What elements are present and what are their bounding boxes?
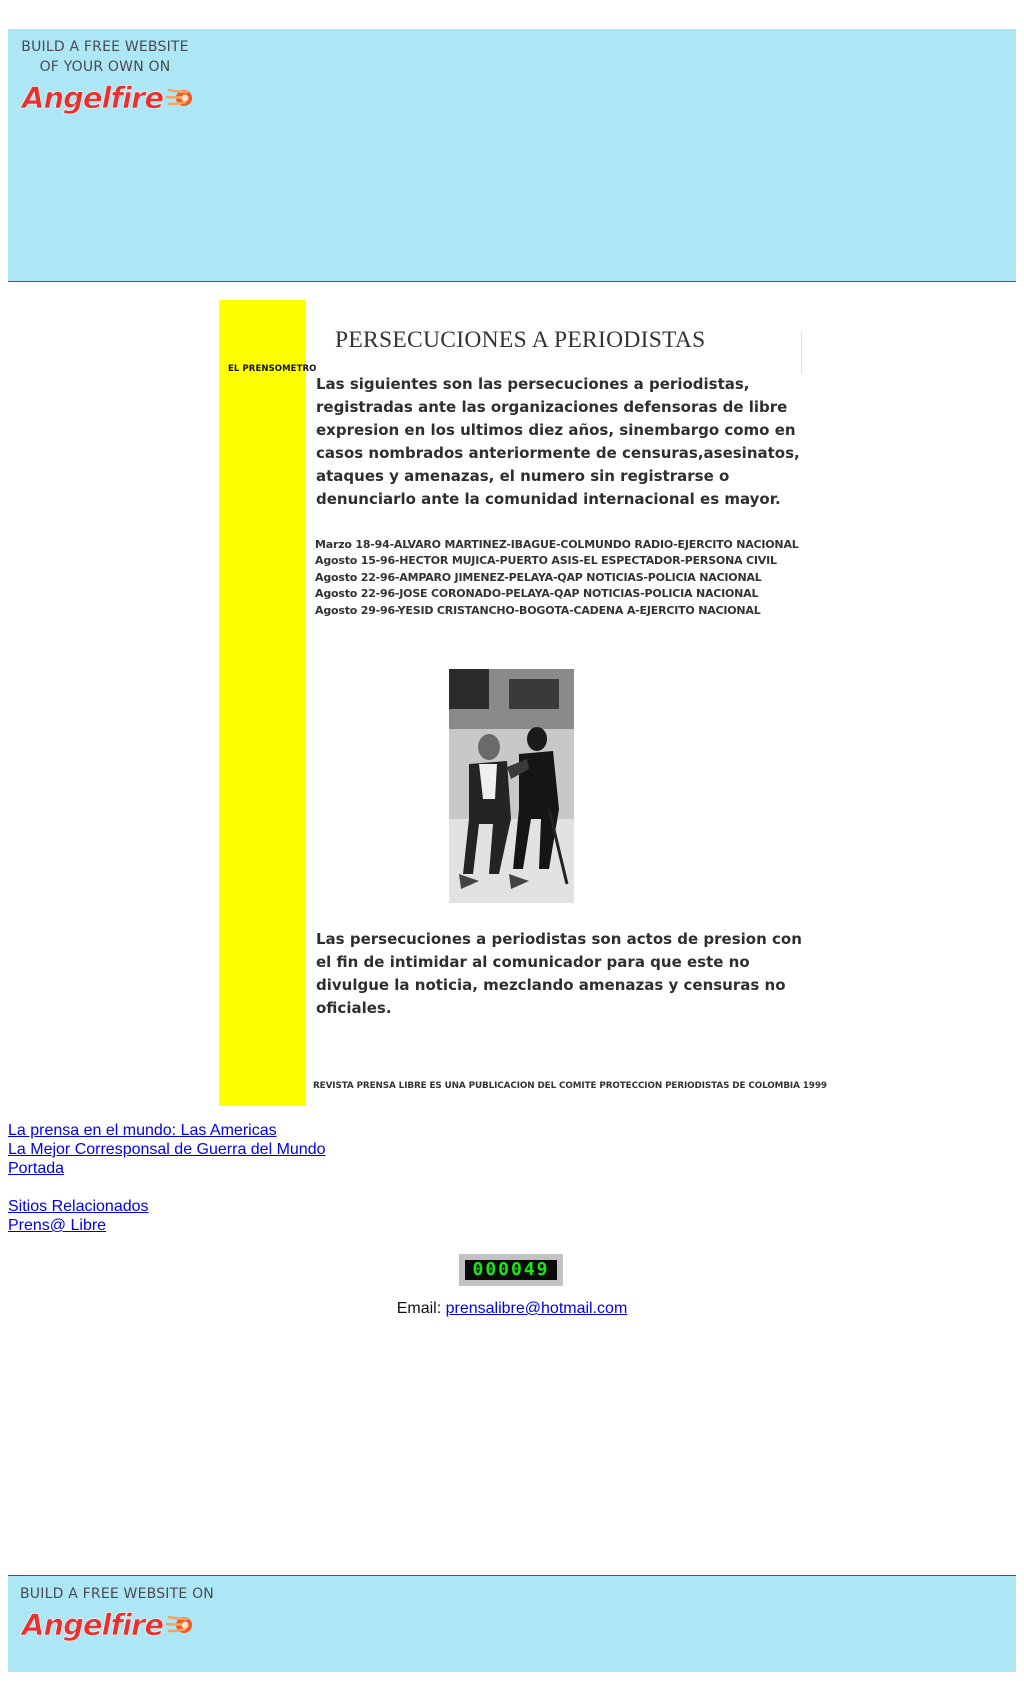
photo-figures	[449, 669, 574, 903]
link-mejor-corresponsal[interactable]: La Mejor Corresponsal de Guerra del Mundo	[8, 1141, 326, 1158]
article-title: PERSECUCIONES A PERIODISTAS	[335, 327, 706, 353]
angelfire-logo-bottom[interactable]	[20, 1605, 200, 1645]
link-portada[interactable]: Portada	[8, 1160, 65, 1177]
record-item: Agosto 15-96-HECTOR MUJICA-PUERTO ASIS-EL ESPECTADOR-PERSONA CIVIL	[315, 554, 777, 568]
link-sitios-relacionados[interactable]: Sitios Relacionados	[8, 1198, 149, 1215]
intro-paragraph: Las siguientes son las persecuciones a periodistas, registradas ante las organizaciones defensoras de libre expresion en los ultimos diez años, sinembargo como en casos nombrados anteriormente de censuras,asesinatos, ataques y amenazas, el numero sin registrarse o denunciarlo ante la comunidad internacional es mayor.	[316, 375, 800, 508]
link-prensa-en-el-mundo[interactable]: La prensa en el mundo: Las Americas	[8, 1122, 277, 1139]
promo-text-line-2: OF YOUR OWN ON	[39, 59, 171, 75]
bottom-ad-banner[interactable]	[8, 1575, 1016, 1672]
link-spacer	[8, 1178, 326, 1197]
svg-text:Angelfire: Angelfire	[22, 81, 163, 115]
angelfire-promo-bottom[interactable]	[20, 1584, 214, 1650]
email-label: Email:	[396, 1300, 442, 1317]
conclusion-paragraph: Las persecuciones a periodistas son actos de presion con el fin de intimidar al comunicador para que este no divulgue la noticia, mezclando amenazas y censuras no oficiales.	[316, 930, 802, 1017]
news-photo	[449, 669, 574, 903]
yellow-sidebar	[219, 300, 306, 1106]
link-prensa-libre[interactable]: Prens@ Libre	[8, 1217, 107, 1234]
top-ad-banner[interactable]	[8, 29, 1016, 282]
record-item: Agosto 22-96-JOSE CORONADO-PELAYA-QAP NOTICIAS-POLICIA NACIONAL	[315, 587, 759, 601]
email-contact	[0, 1300, 1024, 1318]
promo-text-bottom: BUILD A FREE WEBSITE ON	[20, 1586, 214, 1602]
angelfire-promo[interactable]	[20, 37, 190, 123]
sidebar-label: EL PRENSOMETRO	[228, 364, 317, 374]
title-divider	[801, 332, 802, 374]
angelfire-logo[interactable]	[20, 78, 200, 118]
flame-icon	[166, 1617, 192, 1633]
hit-counter	[459, 1254, 563, 1286]
record-item: Agosto 29-96-YESID CRISTANCHO-BOGOTA-CADENA A-EJERCITO NACIONAL	[315, 603, 761, 617]
publication-credit: REVISTA PRENSA LIBRE ES UNA PUBLICACION DEL COMITE PROTECCION PERIODISTAS DE COLOMBIA 1999	[313, 1081, 827, 1091]
record-item: Marzo 18-94-ALVARO MARTINEZ-IBAGUE-COLMUNDO RADIO-EJERCITO NACIONAL	[315, 538, 799, 551]
email-link[interactable]: prensalibre@hotmail.com	[445, 1300, 628, 1317]
flame-icon	[166, 90, 192, 106]
persecution-records-list	[315, 537, 799, 619]
navigation-links	[8, 1121, 326, 1235]
svg-text:Angelfire: Angelfire	[22, 1608, 163, 1642]
record-item: Agosto 22-96-AMPARO JIMENEZ-PELAYA-QAP NOTICIAS-POLICIA NACIONAL	[315, 570, 762, 584]
hit-counter-digits: 000049	[465, 1260, 557, 1280]
promo-text-line-1: BUILD A FREE WEBSITE	[21, 39, 189, 55]
